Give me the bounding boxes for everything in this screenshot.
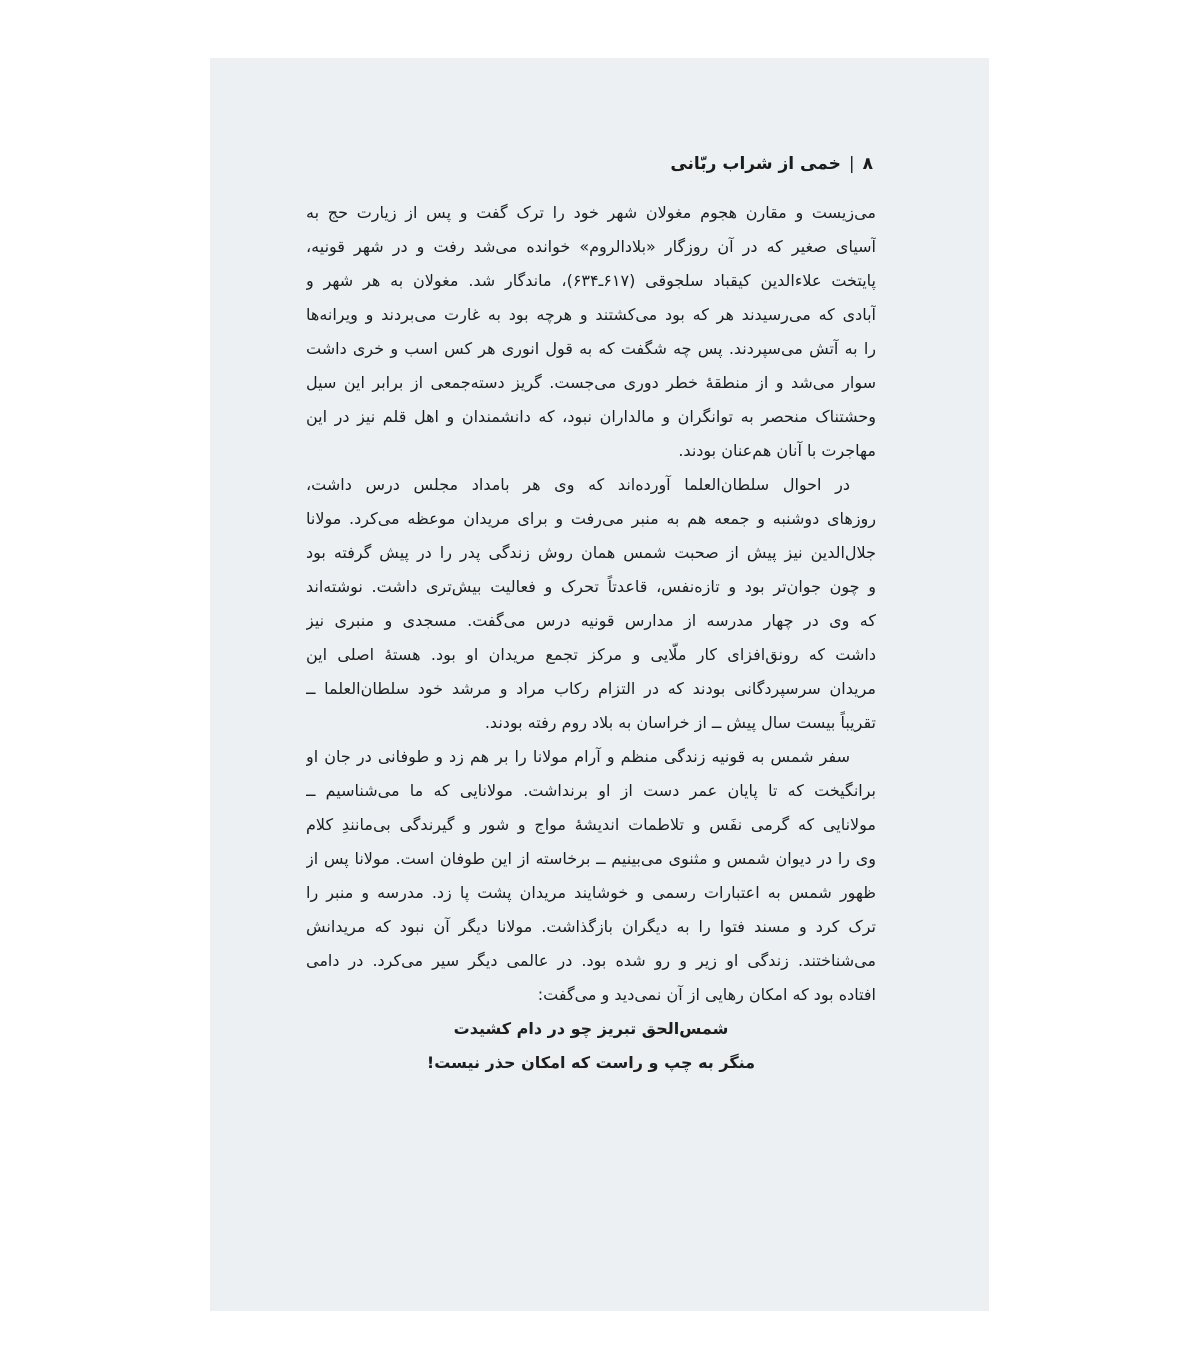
text-line: مریدان سرسپردگانی بودند که در التزام رکاب مراد و مرشد خود سلطان‌العلما ــ xyxy=(306,679,876,698)
text-line: در احوال سلطان‌العلما آورده‌اند که وی هر بامداد مجلس درس داشت، xyxy=(306,475,850,494)
paragraph-1 xyxy=(306,196,876,468)
header-separator: | xyxy=(848,154,855,174)
text-line: جلال‌الدین نیز پیش از صحبت شمس همان روش زندگی پدر را در پیش گرفته بود xyxy=(306,543,876,562)
text-line: آبادی که می‌رسیدند هر که بود می‌کشتند و هرچه بود به غارت می‌بردند و ویرانه‌ها xyxy=(306,305,876,324)
text-line: برانگیخت که تا پایان عمر دست از او برنداشت. مولانایی که ما می‌شناسیم ــ xyxy=(306,781,876,800)
text-line: مولانایی که گرمی نفَس و تلاطمات اندیشهٔ مواج و شور و گیرندگی بی‌مانندِ کلام xyxy=(306,815,876,834)
text-line: پایتخت علاءالدین کیقباد سلجوقی (۶۱۷ـ۶۳۴)، ماندگار شد. مغولان به هر شهر و xyxy=(306,271,876,290)
text-line: سفر شمس به قونیه زندگی منظم و آرام مولانا را بر هم زد و طوفانی در جان او xyxy=(306,747,850,766)
text-line: وی را در دیوان شمس و مثنوی می‌بینیم ــ برخاسته از این طوفان است. مولانا پس از xyxy=(306,849,876,868)
text-line: سوار می‌شد و از منطقهٔ خطر دوری می‌جست. گریز دسته‌جمعی از برابر این سیل xyxy=(306,373,876,392)
text-line: روزهای دوشنبه و جمعه هم به منبر می‌رفت و برای مریدان موعظه می‌کرد. مولانا xyxy=(306,509,876,528)
text-line: که وی در چهار مدرسه از مدارس قونیه درس می‌گفت. مسجدی و منبری نیز xyxy=(306,611,876,630)
text-line: آسیای صغیر که در آن روزگار «بلادالروم» خوانده می‌شد رفت و در شهر قونیه، xyxy=(306,237,876,256)
text-line: مهاجرت با آنان هم‌عنان بودند. xyxy=(678,441,876,460)
verse-line: منگر به چپ و راست که امکان حذر نیست! xyxy=(426,1053,756,1072)
text-line: می‌زیست و مقارن هجوم مغولان شهر خود را ترک گفت و پس از زیارت حج به xyxy=(306,203,876,222)
text-line: افتاده بود که امکان رهایی از آن نمی‌دید و می‌گفت: xyxy=(537,985,876,1004)
book-page xyxy=(210,58,989,1311)
text-line: ظهور شمس به اعتبارات رسمی و خوشایند مریدان پشت پا زد. مدرسه و منبر را xyxy=(306,883,876,902)
text-line: داشت که رونق‌افزای کار ملّایی و مرکز تجمع مریدان او بود. هستهٔ اصلی این xyxy=(306,645,876,664)
text-line: ترک کرد و مسند فتوا را به دیگران بازگذاشت. مولانا دیگر آن نبود که مریدانش xyxy=(306,917,876,936)
book-title: خمی از شراب ربّانی xyxy=(670,154,841,174)
text-line: را به آتش می‌سپردند. پس چه شگفت که به قول انوری هر کس اسب و خری داشت xyxy=(306,339,876,358)
text-line: و چون جوان‌تر بود و تازه‌نفس، قاعدتاً تحرک و فعالیت بیش‌تری داشت. نوشته‌اند xyxy=(306,577,876,596)
paragraph-2 xyxy=(306,468,876,740)
page-number: ۸ xyxy=(862,154,873,174)
text-line: وحشتناک منحصر به توانگران و مالداران نبود، که دانشمندان و اهل قلم نیز در این xyxy=(306,407,876,426)
body-text xyxy=(306,196,876,1080)
text-line: می‌شناختند. زندگی او زیر و رو شده بود. در عالمی دیگر سیر می‌کرد. در دامی xyxy=(306,951,876,970)
verse-line: شمس‌الحق تبریز چو در دام کشیدت xyxy=(453,1019,729,1038)
text-line: تقریباً بیست سال پیش ــ از خراسان به بلاد روم رفته بودند. xyxy=(484,713,876,732)
verse-block xyxy=(306,1012,876,1080)
paragraph-3 xyxy=(306,740,876,1012)
running-header xyxy=(670,154,873,174)
